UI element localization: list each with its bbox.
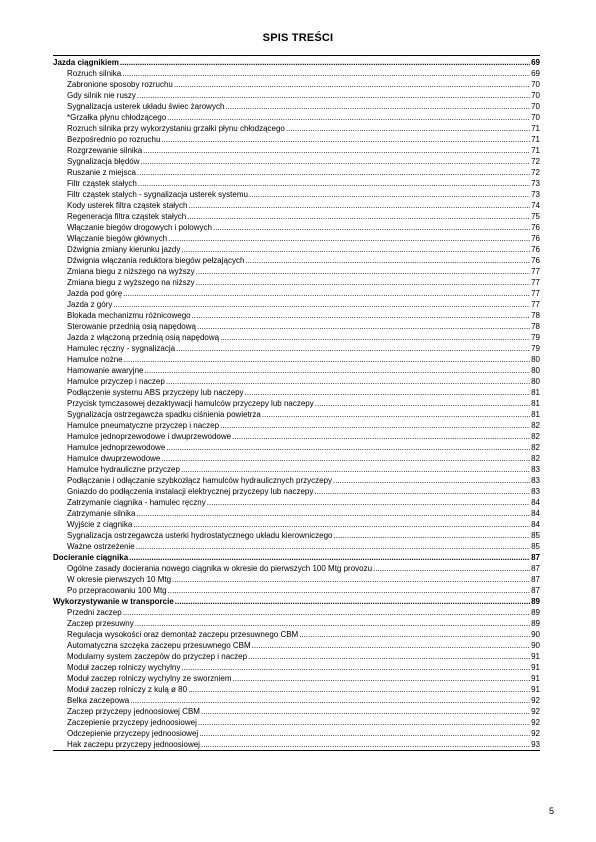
toc-entry-title: Zmiana biegu z wyższego na niższy <box>67 278 195 287</box>
toc-entry-page: 87 <box>531 553 540 562</box>
toc-entry-title: Modularny system zaczepów do przyczep i naczep <box>67 652 248 661</box>
toc-bottom-rule <box>53 750 540 751</box>
toc-entry-title: Wyjście z ciągnika <box>67 520 133 529</box>
toc-entry-title: Rozruch silnika <box>67 69 122 78</box>
toc-entry-page: 80 <box>531 355 540 364</box>
toc-entry[interactable] <box>53 706 540 717</box>
toc-entry-title: Jazda pod górę <box>67 289 123 298</box>
toc-entry-title: Jazda z góry <box>67 300 113 309</box>
toc-entry-page: 72 <box>531 157 540 166</box>
toc-entry-title: Rozgrzewanie silnika <box>67 146 143 155</box>
toc-entry-title: Hak zaczepu przyczepy jednoosiowej <box>67 740 200 749</box>
toc-entry-page: 79 <box>531 333 540 342</box>
toc-entry-page: 79 <box>531 344 540 353</box>
toc-dot-leader <box>168 585 530 596</box>
toc-entry-page: 73 <box>531 179 540 188</box>
page-number: 5 <box>548 806 554 816</box>
toc-entry-page: 76 <box>531 245 540 254</box>
toc-entry[interactable] <box>53 420 540 431</box>
toc-entry-page: 92 <box>531 696 540 705</box>
toc-dot-leader <box>314 486 530 497</box>
toc-entry-title: Moduł zaczep rolniczy wychylny ze sworzniem <box>67 674 232 683</box>
toc-entry-page: 82 <box>531 443 540 452</box>
toc-entry-title: Dźwignia włączania reduktora biegów pełzających <box>67 256 245 265</box>
toc-dot-leader <box>201 706 530 717</box>
toc-entry-title: Sygnalizacja usterek układu świec żarowych <box>67 102 225 111</box>
toc-entry-page: 76 <box>531 223 540 232</box>
toc-entry-page: 81 <box>531 410 540 419</box>
toc-dot-leader <box>166 442 530 453</box>
toc-entry-title: Hamulce nożne <box>67 355 123 364</box>
toc-entry-page: 80 <box>531 366 540 375</box>
toc-dot-leader <box>123 288 530 299</box>
toc-entry-title: Docieranie ciągnika <box>53 553 129 562</box>
toc-entry[interactable] <box>53 299 540 310</box>
toc-entry-page: 70 <box>531 102 540 111</box>
toc-entry-title: W okresie pierwszych 10 Mtg <box>67 575 172 584</box>
toc-entry[interactable] <box>53 695 540 706</box>
toc-entry-page: 83 <box>531 476 540 485</box>
toc-entry-title: Po przepracowaniu 100 Mtg <box>67 586 167 595</box>
toc-entry[interactable] <box>53 376 540 387</box>
toc-dot-leader <box>249 189 530 200</box>
toc-dot-leader <box>192 310 530 321</box>
toc-entry[interactable] <box>53 662 540 673</box>
toc-entry[interactable] <box>53 123 540 134</box>
toc-entry[interactable] <box>53 728 540 739</box>
toc-entry-page: 77 <box>531 267 540 276</box>
toc-entry-page: 90 <box>531 641 540 650</box>
toc-entry-title: Sygnalizacja ostrzegawcza spadku ciśnienia powietrza <box>67 410 261 419</box>
toc-entry[interactable] <box>53 101 540 112</box>
toc-dot-leader <box>213 222 530 233</box>
toc-dot-leader <box>120 57 530 68</box>
toc-dot-leader <box>225 101 530 112</box>
toc-entry[interactable] <box>53 651 540 662</box>
toc-entry[interactable] <box>53 486 540 497</box>
toc-entry[interactable] <box>53 739 540 750</box>
toc-entry-title: Hamulec ręczny - sygnalizacja <box>67 344 176 353</box>
toc-entry[interactable] <box>53 189 540 200</box>
toc-dot-leader <box>333 475 530 486</box>
toc-entry-page: 76 <box>531 256 540 265</box>
toc-entry[interactable] <box>53 343 540 354</box>
toc-entry-page: 89 <box>531 597 540 606</box>
toc-entry-title: Hamulce jednoprzewodowe <box>67 443 166 452</box>
toc-entry-page: 82 <box>531 421 540 430</box>
toc-entry-page: 73 <box>531 190 540 199</box>
toc-dot-leader <box>315 398 530 409</box>
toc-entry[interactable] <box>53 167 540 178</box>
toc-entry-title: Moduł zaczep rolniczy wychylny <box>67 663 181 672</box>
toc-dot-leader <box>333 530 530 541</box>
toc-entry[interactable] <box>53 354 540 365</box>
toc-entry-page: 77 <box>531 278 540 287</box>
toc-dot-leader <box>220 332 530 343</box>
toc-entry[interactable] <box>53 717 540 728</box>
toc-entry-title: Ruszanie z miejsca <box>67 168 136 177</box>
toc-entry-page: 91 <box>531 652 540 661</box>
toc-entry[interactable] <box>53 640 540 651</box>
toc-dot-leader <box>233 673 531 684</box>
toc-entry-page: 74 <box>531 201 540 210</box>
toc-entry-title: Gniazdo do podłączenia instalacji elektrycznej przyczepy lub naczepy <box>67 487 314 496</box>
toc-dot-leader <box>176 343 530 354</box>
toc-entry[interactable] <box>53 90 540 101</box>
toc-dot-leader <box>133 519 530 530</box>
toc-entry-title: Moduł zaczep rolniczy z kulą ø 80 <box>67 685 188 694</box>
toc-dot-leader <box>188 684 530 695</box>
toc-dot-leader <box>123 607 530 618</box>
toc-entry-title: Automatyczna szczęka zaczepu przesuwnego CBM <box>67 641 251 650</box>
toc-entry[interactable] <box>53 244 540 255</box>
toc-entry-page: 91 <box>531 674 540 683</box>
toc-dot-leader <box>144 365 530 376</box>
toc-entry[interactable] <box>53 530 540 541</box>
toc-entry[interactable] <box>53 112 540 123</box>
toc-entry[interactable] <box>53 156 540 167</box>
toc-entry-title: Filtr cząstek stałych <box>67 179 137 188</box>
toc-dot-leader <box>245 255 530 266</box>
toc-dot-leader <box>136 541 530 552</box>
toc-entry-page: 78 <box>531 322 540 331</box>
toc-entry-page: 93 <box>531 740 540 749</box>
toc-entry-page: 69 <box>531 58 540 67</box>
toc-entry-page: 84 <box>531 498 540 507</box>
toc-entry-title: Wykorzystywanie w transporcie <box>53 597 174 606</box>
toc-dot-leader <box>189 200 531 211</box>
toc-entry[interactable] <box>53 79 540 90</box>
toc-entry-page: 89 <box>531 619 540 628</box>
toc-entry-title: Zaczep przesuwny <box>67 619 134 628</box>
toc-entry-title: Podłączenie systemu ABS przyczepy lub naczepy <box>67 388 244 397</box>
toc-dot-leader <box>143 145 530 156</box>
toc-entry[interactable] <box>53 574 540 585</box>
toc-entry[interactable] <box>53 563 540 574</box>
toc-entry-page: 70 <box>531 80 540 89</box>
toc-entry-page: 81 <box>531 399 540 408</box>
toc-entry[interactable] <box>53 266 540 277</box>
toc-entry-page: 92 <box>531 707 540 716</box>
toc-entry-title: Podłączanie i odłączanie szybkozłącz hamulców hydraulicznych przyczepy <box>67 476 333 485</box>
toc-entry-page: 85 <box>531 542 540 551</box>
toc-entry[interactable] <box>53 321 540 332</box>
toc-dot-leader <box>220 420 530 431</box>
toc-entry-page: 87 <box>531 586 540 595</box>
toc-dot-leader <box>196 266 530 277</box>
toc-entry-title: Przedni zaczep <box>67 608 122 617</box>
toc-entry-title: Sygnalizacja błędów <box>67 157 140 166</box>
toc-entry[interactable] <box>53 519 540 530</box>
toc-dot-leader <box>181 244 530 255</box>
toc-entry-page: 84 <box>531 509 540 518</box>
toc-entry[interactable] <box>53 475 540 486</box>
toc-entry-page: 71 <box>531 135 540 144</box>
toc-entry-title: Sygnalizacja ostrzegawcza usterki hydrostatycznego układu kierowniczego <box>67 531 333 540</box>
toc-entry[interactable] <box>53 255 540 266</box>
toc-entry-title: Hamulce jednoprzewodowe i dwuprzewodowe <box>67 432 232 441</box>
toc-entry[interactable] <box>53 618 540 629</box>
toc-dot-leader <box>167 112 530 123</box>
toc-entry[interactable] <box>53 409 540 420</box>
toc-entry-page: 85 <box>531 531 540 540</box>
toc-entry[interactable] <box>53 629 540 640</box>
toc-dot-leader <box>129 552 530 563</box>
toc-entry-title: Rozruch silnika przy wykorzystaniu grzałki płynu chłodzącego <box>67 124 285 133</box>
toc-dot-leader <box>135 618 530 629</box>
toc-entry-title: Hamowanie awaryjne <box>67 366 144 375</box>
toc-dot-leader <box>373 563 530 574</box>
toc-dot-leader <box>248 651 530 662</box>
toc-entry[interactable] <box>53 431 540 442</box>
toc-section-entry[interactable] <box>53 552 540 563</box>
toc-entry[interactable] <box>53 134 540 145</box>
toc-entry-page: 71 <box>531 124 540 133</box>
toc-dot-leader <box>252 640 530 651</box>
toc-dot-leader <box>198 717 530 728</box>
toc-entry-page: 69 <box>531 69 540 78</box>
page-title: SPIS TREŚCI <box>262 32 334 44</box>
toc-entry[interactable] <box>53 442 540 453</box>
toc-dot-leader <box>175 596 530 607</box>
toc-entry-page: 81 <box>531 388 540 397</box>
toc-entry-title: Regulacja wysokości oraz demontaż zaczepu przesuwnego CBM <box>67 630 299 639</box>
toc-entry[interactable] <box>53 211 540 222</box>
toc-dot-leader <box>138 178 530 189</box>
toc-dot-leader <box>232 431 530 442</box>
toc-entry[interactable] <box>53 222 540 233</box>
toc-entry-page: 89 <box>531 608 540 617</box>
toc-entry-page: 87 <box>531 575 540 584</box>
toc-entry[interactable] <box>53 178 540 189</box>
toc-entry-title: Ważne ostrzeżenie <box>67 542 135 551</box>
toc-entry-page: 92 <box>531 718 540 727</box>
toc-section-entry[interactable] <box>53 57 540 68</box>
toc-entry[interactable] <box>53 288 540 299</box>
toc-entry[interactable] <box>53 453 540 464</box>
toc-entry-page: 91 <box>531 685 540 694</box>
toc-entry-title: Sterowanie przednią osią napędową <box>67 322 196 331</box>
toc-entry-title: Przycisk tymczasowej dezaktywacji hamulców przyczepy lub naczepy <box>67 399 314 408</box>
toc-dot-leader <box>161 453 530 464</box>
toc-list <box>53 57 540 750</box>
toc-entry-page: 82 <box>531 454 540 463</box>
toc-dot-leader <box>262 409 530 420</box>
toc-entry[interactable] <box>53 68 540 79</box>
toc-entry-title: Hamulce przyczep i naczep <box>67 377 165 386</box>
toc-entry-page: 72 <box>531 168 540 177</box>
toc-entry-title: Zatrzymanie ciągnika - hamulec ręczny <box>67 498 206 507</box>
toc-dot-leader <box>201 739 530 750</box>
toc-entry-title: Ogólne zasady docierania nowego ciągnika w okresie do pierwszych 100 Mtg provozu <box>67 564 373 573</box>
toc-entry-page: 90 <box>531 630 540 639</box>
toc-entry-title: Jazda z włączoną przednią osią napędową <box>67 333 220 342</box>
toc-entry[interactable] <box>53 607 540 618</box>
toc-entry-title: *Grzałka płynu chłodzącego <box>67 113 167 122</box>
toc-dot-leader <box>174 79 530 90</box>
toc-entry[interactable] <box>53 310 540 321</box>
toc-entry[interactable] <box>53 332 540 343</box>
toc-entry-title: Regeneracja filtra cząstek stałych <box>67 212 187 221</box>
toc-entry-title: Blokada mechanizmu różnicowego <box>67 311 191 320</box>
toc-entry-title: Bezpośrednio po rozruchu <box>67 135 161 144</box>
toc-entry-title: Zaczepienie przyczepy jednoosiowej <box>67 718 197 727</box>
toc-dot-leader <box>181 662 530 673</box>
toc-dot-leader <box>181 464 530 475</box>
toc-entry-page: 91 <box>531 663 540 672</box>
toc-entry[interactable] <box>53 277 540 288</box>
toc-dot-leader <box>299 629 530 640</box>
toc-entry-page: 71 <box>531 146 540 155</box>
toc-entry-page: 75 <box>531 212 540 221</box>
toc-entry[interactable] <box>53 145 540 156</box>
toc-entry[interactable] <box>53 398 540 409</box>
toc-entry-page: 76 <box>531 234 540 243</box>
toc-dot-leader <box>187 211 530 222</box>
toc-entry-page: 77 <box>531 300 540 309</box>
toc-entry-title: Zaczep przyczepy jednoosiowej CBM <box>67 707 200 716</box>
toc-entry-title: Zabronione sposoby rozruchu <box>67 80 173 89</box>
toc-dot-leader <box>113 299 530 310</box>
toc-entry[interactable] <box>53 508 540 519</box>
toc-dot-leader <box>286 123 530 134</box>
toc-entry-title: Jazda ciągnikiem <box>53 58 119 67</box>
toc-dot-leader <box>137 90 530 101</box>
toc-entry-page: 92 <box>531 729 540 738</box>
toc-entry[interactable] <box>53 541 540 552</box>
toc-entry-page: 87 <box>531 564 540 573</box>
toc-dot-leader <box>130 695 530 706</box>
table-of-contents <box>53 55 540 751</box>
toc-entry-page: 80 <box>531 377 540 386</box>
toc-entry-title: Filtr cząstek stałych - sygnalizacja usterek systemu <box>67 190 248 199</box>
toc-dot-leader <box>207 497 530 508</box>
toc-entry[interactable] <box>53 365 540 376</box>
toc-entry-page: 83 <box>531 465 540 474</box>
toc-entry-title: Włączanie biegów głównych <box>67 234 168 243</box>
toc-dot-leader <box>136 508 530 519</box>
toc-entry[interactable] <box>53 233 540 244</box>
toc-entry-title: Hamulce hydrauliczne przyczep <box>67 465 180 474</box>
toc-entry-page: 78 <box>531 311 540 320</box>
toc-dot-leader <box>172 574 530 585</box>
toc-entry-title: Kody usterek filtra cząstek stałych <box>67 201 188 210</box>
toc-entry-page: 83 <box>531 487 540 496</box>
toc-dot-leader <box>122 68 530 79</box>
toc-entry-page: 82 <box>531 432 540 441</box>
toc-entry[interactable] <box>53 387 540 398</box>
toc-entry[interactable] <box>53 497 540 508</box>
toc-dot-leader <box>124 354 531 365</box>
toc-entry[interactable] <box>53 673 540 684</box>
toc-entry-page: 70 <box>531 113 540 122</box>
toc-entry-title: Włączanie biegów drogowych i polowych <box>67 223 212 232</box>
toc-top-rule <box>53 55 540 56</box>
toc-entry[interactable] <box>53 585 540 596</box>
toc-dot-leader <box>161 134 530 145</box>
toc-dot-leader <box>137 167 530 178</box>
toc-entry[interactable] <box>53 684 540 695</box>
toc-dot-leader <box>197 321 530 332</box>
toc-entry-title: Zmiana biegu z niższego na wyższy <box>67 267 195 276</box>
toc-entry-title: Zatrzymanie silnika <box>67 509 136 518</box>
toc-entry-page: 77 <box>531 289 540 298</box>
toc-entry-title: Odczepienie przyczepy jednoosiowej <box>67 729 199 738</box>
toc-entry-title: Hamulce pneumatyczne przyczep i naczep <box>67 421 220 430</box>
toc-dot-leader <box>141 156 531 167</box>
toc-dot-leader <box>168 233 530 244</box>
toc-entry-title: Hamulce dwuprzewodowe <box>67 454 161 463</box>
toc-entry-title: Gdy silnik nie ruszy <box>67 91 136 100</box>
toc-entry[interactable] <box>53 464 540 475</box>
toc-dot-leader <box>196 277 530 288</box>
toc-dot-leader <box>245 387 531 398</box>
toc-section-entry[interactable] <box>53 596 540 607</box>
toc-entry-title: Belka zaczepowa <box>67 696 130 705</box>
toc-entry[interactable] <box>53 200 540 211</box>
toc-dot-leader <box>166 376 530 387</box>
toc-entry-page: 84 <box>531 520 540 529</box>
toc-entry-title: Dźwignia zmiany kierunku jazdy <box>67 245 181 254</box>
toc-dot-leader <box>199 728 530 739</box>
toc-entry-page: 70 <box>531 91 540 100</box>
